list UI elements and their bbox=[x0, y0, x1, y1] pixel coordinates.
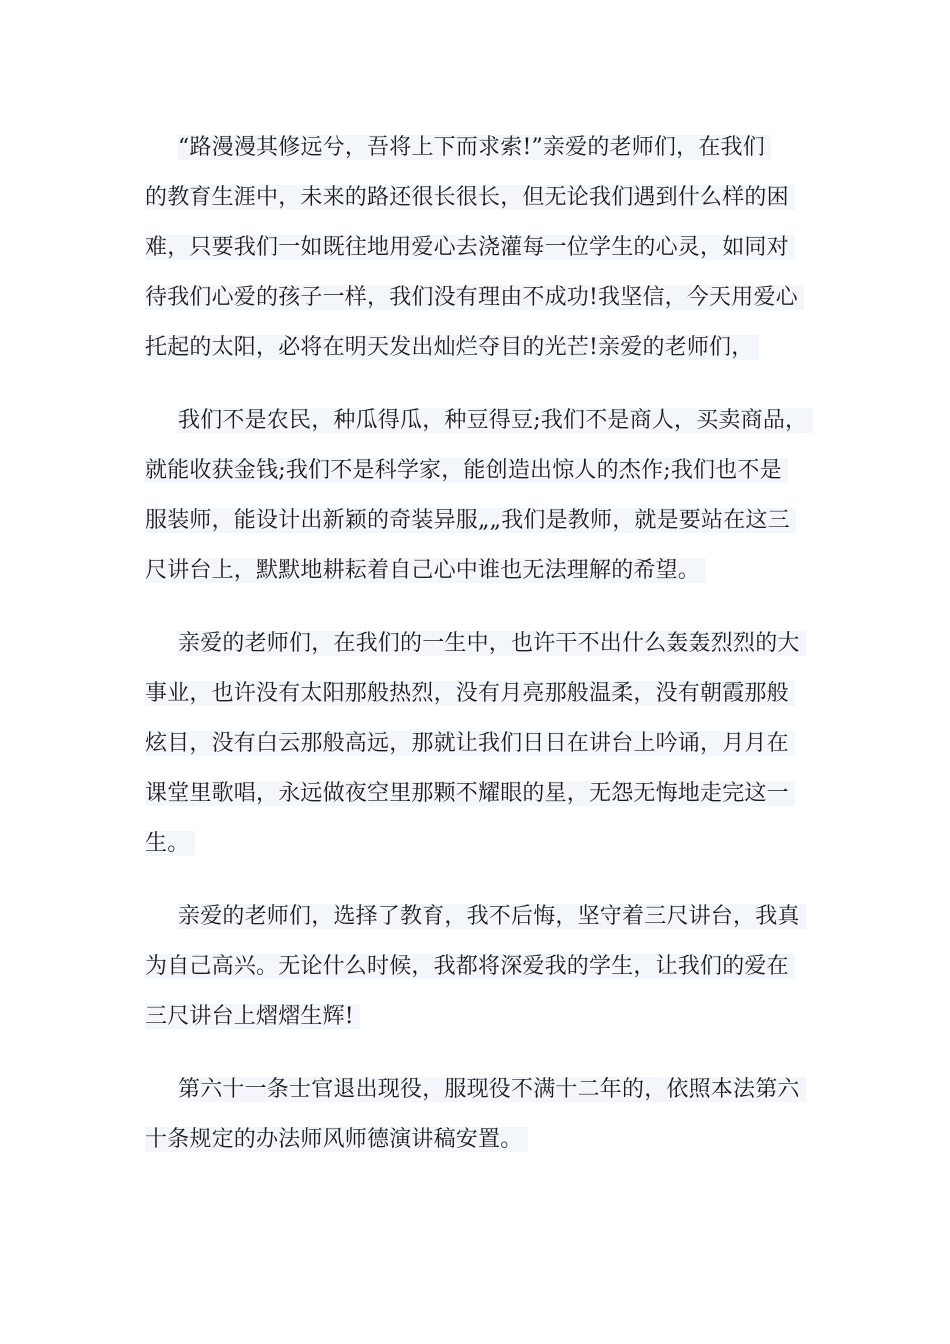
paragraph-line: 我们不是农民，种瓜得瓜，种豆得豆;我们不是商人，买卖商品， bbox=[145, 396, 815, 446]
paragraph-line: 就能收获金钱;我们不是科学家，能创造出惊人的杰作;我们也不是 bbox=[145, 446, 815, 496]
paragraph-line: 十条规定的办法师风师德演讲稿安置。 bbox=[145, 1115, 815, 1165]
paragraph-5 bbox=[145, 1065, 815, 1165]
paragraph-line: 炫目，没有白云那般高远，那就让我们日日在讲台上吟诵，月月在 bbox=[145, 719, 815, 769]
paragraph-line: 生。 bbox=[145, 819, 815, 869]
paragraph-1 bbox=[145, 123, 815, 373]
paragraph-line: 待我们心爱的孩子一样，我们没有理由不成功!我坚信，今天用爱心 bbox=[145, 273, 815, 323]
paragraph-line: 事业，也许没有太阳那般热烈，没有月亮那般温柔，没有朝霞那般 bbox=[145, 669, 815, 719]
paragraph-line: 托起的太阳，必将在明天发出灿烂夺目的光芒!亲爱的老师们， bbox=[145, 323, 815, 373]
paragraph-line: 难，只要我们一如既往地用爱心去浇灌每一位学生的心灵，如同对 bbox=[145, 223, 815, 273]
paragraph-line: 为自己高兴。无论什么时候，我都将深爱我的学生，让我们的爱在 bbox=[145, 942, 815, 992]
paragraph-line: 服装师，能设计出新颖的奇装异服„„我们是教师，就是要站在这三 bbox=[145, 496, 815, 546]
paragraph-3 bbox=[145, 619, 815, 869]
paragraph-2 bbox=[145, 396, 815, 596]
paragraph-line: 尺讲台上，默默地耕耘着自己心中谁也无法理解的希望。 bbox=[145, 546, 815, 596]
paragraph-line: 三尺讲台上熠熠生辉! bbox=[145, 992, 815, 1042]
paragraph-line: 亲爱的老师们，在我们的一生中，也许干不出什么轰轰烈烈的大 bbox=[145, 619, 815, 669]
paragraph-line: 的教育生涯中，未来的路还很长很长，但无论我们遇到什么样的困 bbox=[145, 173, 815, 223]
document-body bbox=[145, 123, 815, 1188]
paragraph-line: 第六十一条士官退出现役，服现役不满十二年的，依照本法第六 bbox=[145, 1065, 815, 1115]
paragraph-4 bbox=[145, 892, 815, 1042]
paragraph-line: “路漫漫其修远兮，吾将上下而求索!”亲爱的老师们，在我们 bbox=[145, 123, 815, 173]
paragraph-line: 课堂里歌唱，永远做夜空里那颗不耀眼的星，无怨无悔地走完这一 bbox=[145, 769, 815, 819]
paragraph-line: 亲爱的老师们，选择了教育，我不后悔，坚守着三尺讲台，我真 bbox=[145, 892, 815, 942]
